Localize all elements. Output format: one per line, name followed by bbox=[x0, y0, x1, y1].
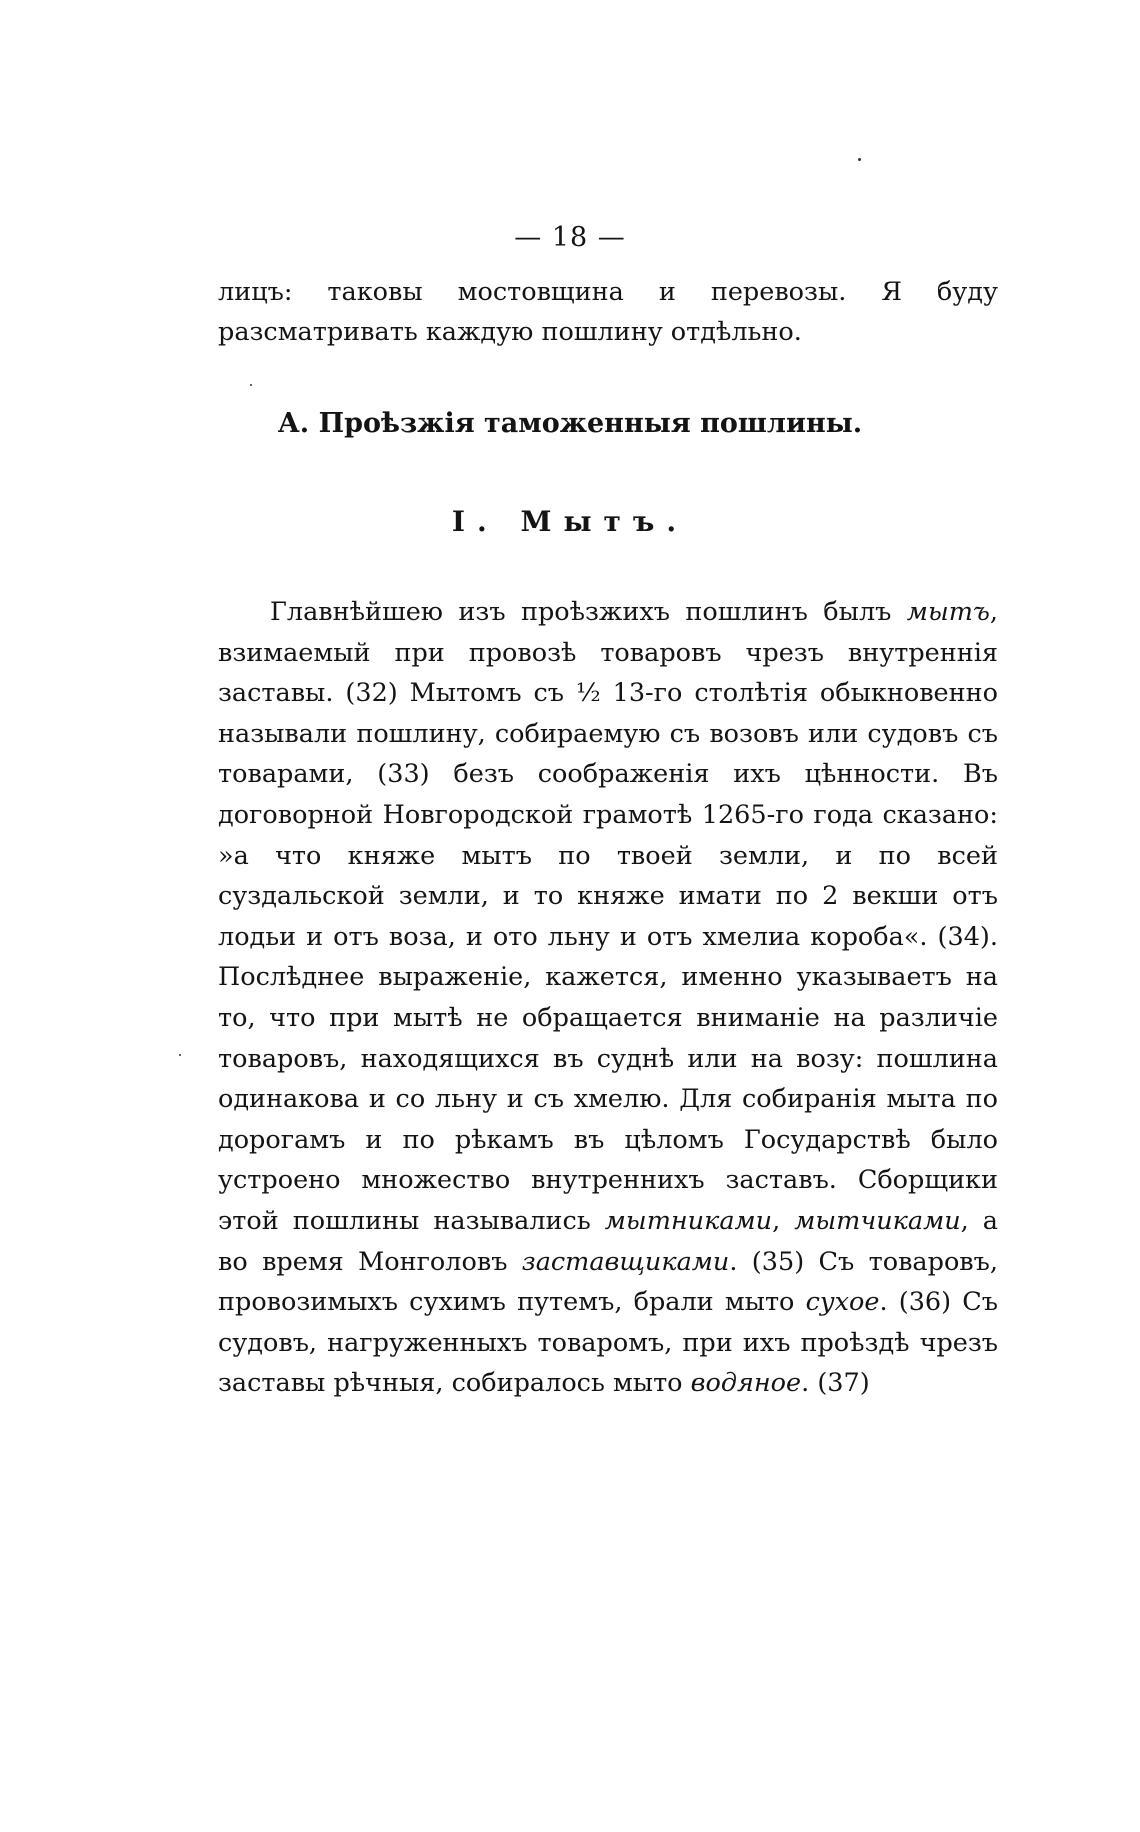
paragraph-text: , а во время Монголовъ bbox=[218, 1205, 999, 1277]
paragraph-text: . (37) bbox=[801, 1368, 870, 1399]
term-myt: мытъ bbox=[906, 597, 990, 627]
section-title: А. Проѣзжія таможенныя пошлины. bbox=[277, 408, 863, 439]
paragraph-text: , взимаемый при провозѣ товаровъ чрезъ внутреннія заставы. (32) Мытомъ съ ½ 13-го столѣтія обыкновенно называли пошлину, собираемую съ возовъ или судовъ съ товарами, (33) безъ соображенія ихъ цѣнности. Въ договорной Новгородской грамотѣ 1265-го года сказано: »а что княже мытъ по твоей земли, и по всей суздальской земли, и то княже имати по 2 векши отъ лодьи и отъ воза, и ото льну и отъ хмелиа короба«. (34). Послѣднее выраженіе, кажется, именно указываетъ на то, что при мытѣ не обращается вниманіе на различіе товаровъ, находящихся въ суднѣ или на возу: пошлина одинакова и со льну и съ хмелю. Для собиранія мыта по дорогамъ и по рѣкамъ въ цѣломъ Государствѣ было устроено множество внутреннихъ заставъ. Сборщики этой пошлины назывались bbox=[218, 597, 998, 1236]
paragraph-text: , bbox=[772, 1205, 795, 1236]
term-vodyanoe: водяное bbox=[690, 1368, 802, 1399]
paragraph-text: . (36) Съ судовъ, нагруженныхъ товаромъ, при ихъ проѣздѣ чрезъ заставы рѣчныя, собиралось мыто bbox=[218, 1287, 998, 1399]
paragraph-text: Главнѣйшею изъ проѣзжихъ пошлинъ былъ bbox=[270, 597, 907, 627]
scan-speck bbox=[179, 1054, 181, 1056]
term-mytniki: мытниками bbox=[604, 1205, 773, 1236]
page-number: — 18 — bbox=[514, 222, 626, 253]
term-mytchiki: мытчиками bbox=[794, 1205, 961, 1236]
chapter-title: I. Мытъ. bbox=[451, 505, 689, 538]
scan-speck bbox=[858, 158, 861, 161]
scan-speck bbox=[250, 384, 252, 386]
paragraph-text: . (35) Съ товаровъ, провозимыхъ сухимъ путемъ, брали мыто bbox=[218, 1246, 998, 1318]
intro-text: лицъ: таковы мостовщина и перевозы. Я буду разсматривать каждую пошлину отдѣльно. bbox=[218, 277, 998, 347]
main-paragraph bbox=[218, 592, 998, 1404]
term-sukhoe: сухое bbox=[805, 1287, 880, 1318]
term-zastavshchiki: заставщиками bbox=[521, 1246, 730, 1277]
